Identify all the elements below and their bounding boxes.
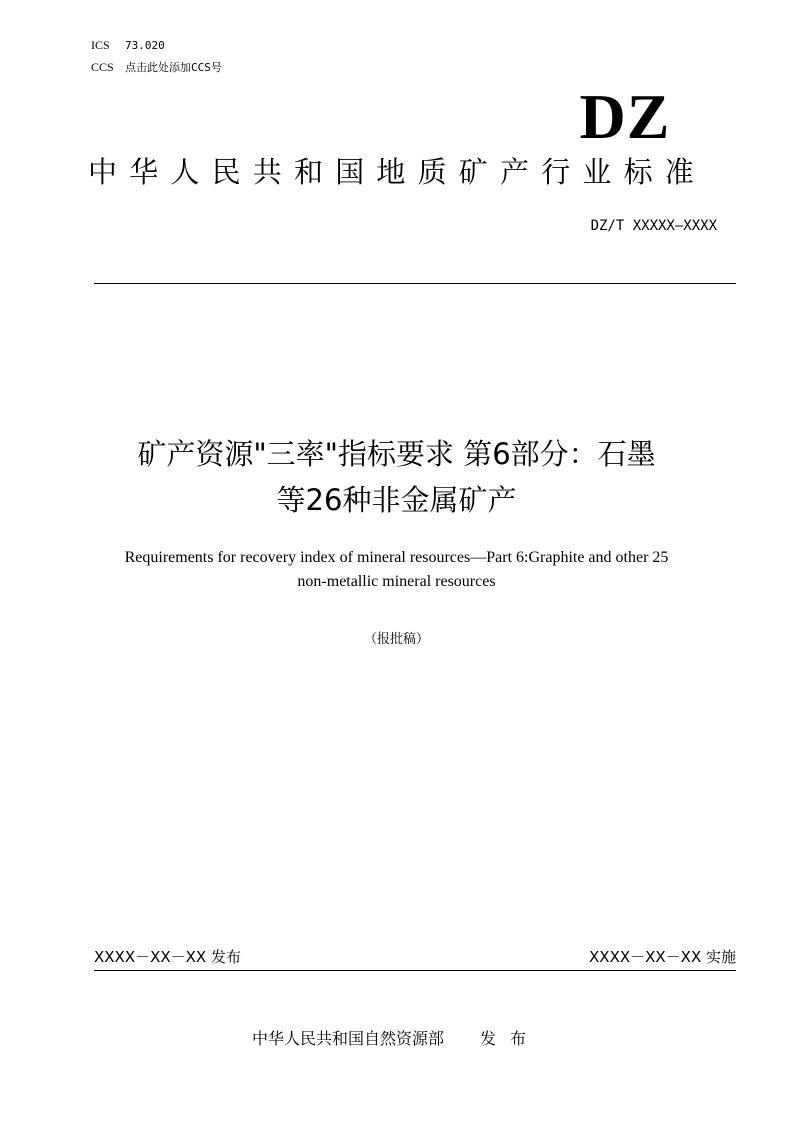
standard-number: DZ/T XXXXX—XXXX <box>590 218 717 234</box>
ccs-label: CCS <box>91 60 114 74</box>
title-en-line2: non-metallic mineral resources <box>297 573 496 590</box>
ccs-row <box>91 60 222 75</box>
title-cn-line2: 等26种非金属矿产 <box>276 483 517 517</box>
dz-logo: DZ <box>579 81 671 152</box>
header-divider <box>94 283 736 284</box>
title-cn-line1: 矿产资源"三率"指标要求 第6部分：石墨 <box>137 437 656 471</box>
implement-date: XXXX－XX－XX 实施 <box>589 948 736 966</box>
ics-row <box>91 38 165 53</box>
footer-divider <box>94 970 736 971</box>
draft-tag: （报批稿） <box>363 632 429 647</box>
issuer-name: 中华人民共和国自然资源部 <box>252 1029 445 1048</box>
ics-label: ICS <box>91 38 110 52</box>
title-en-line1: Requirements for recovery index of mineral resources—Part 6:Graphite and other 25 <box>124 549 669 566</box>
ics-value: 73.020 <box>125 39 165 52</box>
issuer-action: 发布 <box>480 1029 541 1048</box>
publish-date: XXXX－XX－XX 发布 <box>94 948 241 966</box>
issuer <box>252 1026 540 1049</box>
ccs-value[interactable]: 点击此处添加CCS号 <box>125 61 222 74</box>
standard-title: 中华人民共和国地质矿产行业标准 <box>88 155 707 189</box>
